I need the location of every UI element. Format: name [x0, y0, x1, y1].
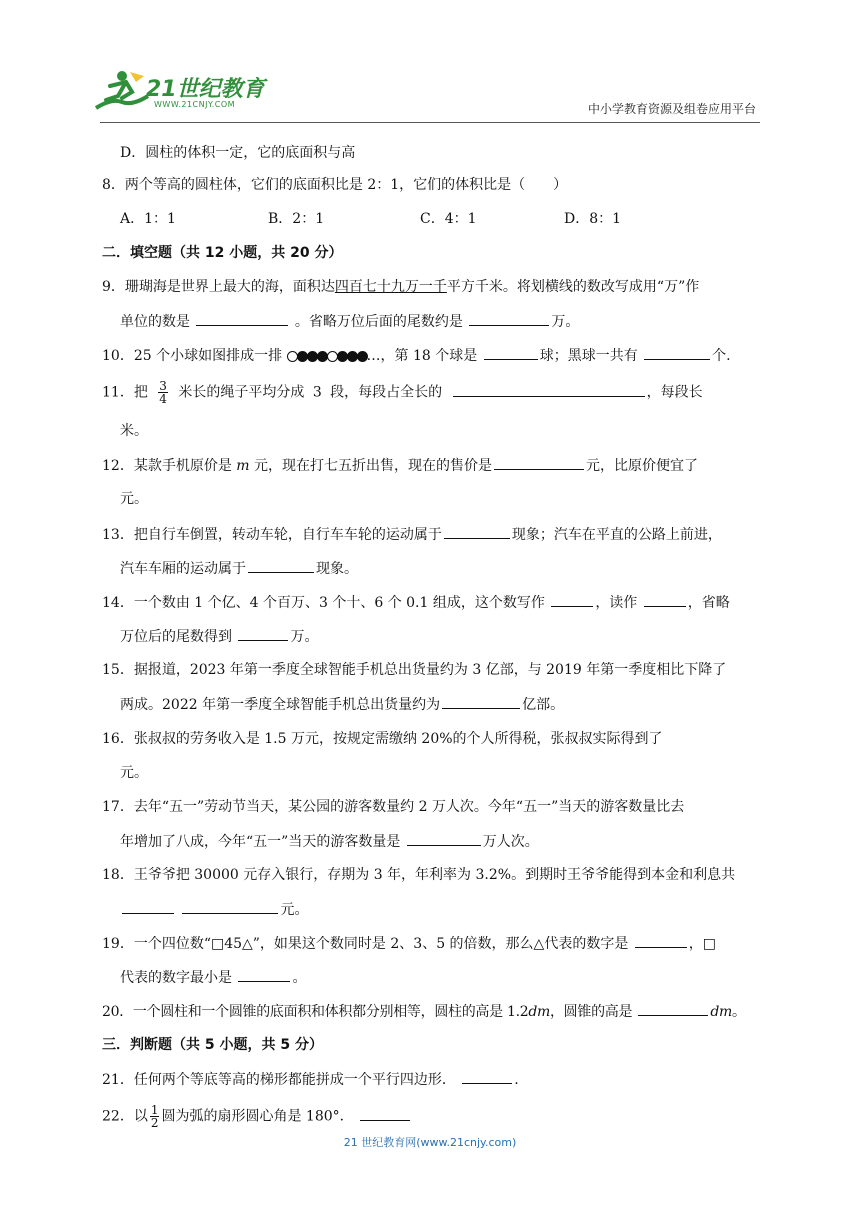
question-20: [102, 1001, 746, 1022]
q9-text-a: 9．珊瑚海是世界上最大的海，面积达: [102, 279, 335, 295]
q21-answer-blank-1[interactable]: [462, 1069, 512, 1084]
logo-subtext: WWW.21CNJY.COM: [154, 100, 236, 109]
question-9-line-1: [102, 277, 699, 297]
question-18-line-2: [120, 899, 308, 920]
q9-text-b: 平方千米。将划横线的数改写成用“万”作: [446, 279, 700, 295]
question-11-line-1: [102, 380, 703, 405]
q20-unit-1: dm: [528, 1004, 550, 1020]
platform-name: 中小学教育资源及组卷应用平台: [587, 102, 756, 116]
q9-text-d: 。省略万位后面的尾数约是: [294, 314, 463, 330]
q14-answer-blank-3[interactable]: [238, 626, 288, 641]
q14-text-a: 14．一个数由 1 个亿、4 个百万、3 个十、6 个 0.1 组成，这个数写作: [102, 595, 545, 611]
page-header: [0, 0, 860, 130]
q20-unit-2: dm: [710, 1004, 732, 1020]
q13-text-b: 现象；汽车在平直的公路上前进，: [511, 527, 722, 543]
q22-text-b: 圆为弧的扇形圆心角是 180°．: [161, 1108, 354, 1125]
q17-text-b: 年增加了八成，今年“五一”当天的游客数量是: [120, 834, 401, 850]
q9-text-e: 万。: [551, 314, 580, 330]
q14-text-e: 万。: [290, 629, 319, 645]
page-footer: 21 世纪教育网(www.21cnjy.com): [343, 1136, 517, 1149]
black-ball-icon: [347, 351, 358, 362]
q9-text-c: 单位的数是: [120, 314, 190, 330]
question-22: [102, 1104, 412, 1129]
q14-text-d: 万位后的尾数得到: [120, 629, 232, 645]
q19-text-a: 19．一个四位数“□45△”，如果这个数同时是 2、3、5 的倍数，那么△代表的数字是: [102, 936, 629, 952]
question-8-stem: 8．两个等高的圆柱体，它们的底面积比是 2：1，它们的体积比是（ ）: [102, 177, 568, 193]
section-3-title: 三．判断题（共 5 小题，共 5 分）: [102, 1037, 323, 1053]
question-19-line-1: [102, 933, 716, 954]
q20-text-a: 20．一个圆柱和一个圆锥的底面积和体积都分别相等，圆柱的高是 1.2: [102, 1004, 529, 1020]
q12-text-a: 12．某款手机原价是: [102, 458, 232, 474]
q14-text-c: ，省略: [687, 595, 730, 611]
white-ball-icon: [287, 351, 298, 362]
question-16-line-1: 16．张叔叔的劳务收入是 1.5 万元，按规定需缴纳 20%的个人所得税，张叔叔实际得到了: [102, 731, 663, 747]
ball-sequence-figure: [287, 346, 367, 366]
question-13-line-1: [102, 524, 722, 545]
q11-answer-blank-1[interactable]: [453, 382, 645, 397]
q15-text-b: 两成。2022 年第一季度全球智能手机总出货量约为: [120, 697, 441, 713]
fraction-one-half: $\frac{1}{2}$: [150, 1103, 159, 1130]
q22-answer-blank-1[interactable]: [360, 1106, 410, 1121]
q19-answer-blank-2[interactable]: [238, 967, 290, 982]
question-8-option-a: A．1：1: [120, 211, 176, 227]
q15-answer-blank-1[interactable]: [442, 694, 520, 709]
question-16-line-2: 元。: [120, 765, 148, 781]
question-14-line-2: [120, 626, 318, 647]
question-10: [102, 345, 731, 366]
question-21: [102, 1069, 519, 1090]
q17-text-c: 万人次。: [482, 834, 539, 850]
q15-text-c: 亿部。: [522, 697, 565, 713]
question-15-line-1: 15．据报道，2023 年第一季度全球智能手机总出货量约为 3 亿部，与 2019 年第一季度相比下降了: [102, 662, 727, 678]
q11-text-b: 米长的绳子平均分成 3 段，每段占全长的: [178, 384, 443, 401]
q9-answer-blank-2[interactable]: [469, 311, 549, 326]
question-8-option-b: B．2：1: [268, 211, 325, 227]
q13-text-c: 汽车车厢的运动属于: [120, 561, 246, 577]
logo: [92, 66, 272, 116]
q21-text-a: 21．任何两个等底等高的梯形都能拼成一个平行四边形．: [102, 1072, 456, 1088]
runner-logo-icon: [92, 68, 152, 114]
q13-answer-blank-2[interactable]: [248, 558, 314, 573]
q21-text-b: .: [514, 1072, 519, 1088]
q20-answer-blank-1[interactable]: [638, 1001, 708, 1016]
q14-text-b: ，读作: [595, 595, 638, 611]
q14-answer-blank-1[interactable]: [551, 592, 593, 607]
q14-answer-blank-2[interactable]: [644, 592, 686, 607]
q10-answer-blank-1[interactable]: [484, 345, 538, 360]
q10-ellipsis: …: [366, 348, 381, 364]
q12-text-b: 元，现在打七五折出售，现在的售价是: [254, 458, 493, 474]
q20-text-b: ，圆锥的高是: [549, 1004, 633, 1020]
question-9-line-2: [120, 311, 579, 332]
q19-text-d: 。: [292, 970, 307, 986]
q13-text-d: 现象。: [316, 561, 358, 577]
question-19-line-2: [120, 967, 306, 988]
question-8-option-c: C．4：1: [420, 211, 477, 227]
question-12-line-1: [102, 455, 698, 476]
q10-text-d: 个.: [712, 348, 731, 364]
question-14-line-1: [102, 592, 730, 613]
q18-answer-blank-1[interactable]: [122, 899, 174, 914]
question-17-line-1: 17．去年“五一”劳动节当天，某公园的游客数量约 2 万人次。今年“五一”当天的游客数量比去: [102, 799, 685, 815]
q18-text-b: 元。: [280, 902, 309, 918]
q10-answer-blank-2[interactable]: [644, 345, 710, 360]
q10-text-c: 球；黑球一共有: [539, 348, 638, 364]
q9-answer-blank-1[interactable]: [196, 311, 288, 326]
question-11-line-2: 米。: [120, 423, 148, 439]
black-ball-icon: [307, 351, 318, 362]
q17-answer-blank-1[interactable]: [407, 831, 481, 846]
question-12-line-2: 元。: [120, 491, 148, 507]
q19-answer-blank-1[interactable]: [635, 933, 687, 948]
question-15-line-2: [120, 694, 564, 715]
q22-text-a: 22．以: [102, 1108, 148, 1125]
q11-text-a: 11．把: [102, 384, 148, 401]
q18-answer-blank-2[interactable]: [182, 899, 278, 914]
black-ball-icon: [337, 351, 348, 362]
q10-text-a: 10．25 个小球如图排成一排: [102, 348, 283, 364]
fraction-three-quarters: $\frac{3}{4}$: [159, 379, 167, 406]
question-8-option-d: D．8：1: [564, 211, 622, 227]
q19-text-b: ，□: [688, 936, 717, 952]
section-2-title: 二．填空题（共 12 小题，共 20 分）: [102, 245, 343, 261]
question-7-option-d: D．圆柱的体积一定，它的底面积与高: [120, 145, 356, 161]
q12-variable-m: m: [236, 458, 250, 474]
q9-underlined-number: 四百七十九万一千: [334, 279, 447, 295]
q11-text-c: ，每段长: [646, 384, 703, 401]
q13-text-a: 13．把自行车倒置，转动车轮，自行车车轮的运动属于: [102, 527, 442, 543]
question-13-line-2: [120, 558, 358, 579]
black-ball-icon: [317, 351, 328, 362]
black-ball-icon: [297, 351, 308, 362]
white-ball-icon: [327, 351, 338, 362]
q10-text-b: ，第 18 个球是: [380, 348, 478, 364]
header-divider: [100, 122, 760, 123]
q19-text-c: 代表的数字最小是: [120, 970, 232, 986]
q12-text-c: 元，比原价便宜了: [586, 458, 699, 474]
logo-text: 21世纪教育: [146, 77, 265, 102]
q13-answer-blank-1[interactable]: [444, 524, 510, 539]
question-18-line-1: 18．王爷爷把 30000 元存入银行，存期为 3 年，年利率为 3.2%。到期时王爷爷能得到本金和利息共: [102, 867, 736, 883]
q20-text-c: 。: [731, 1004, 746, 1020]
question-17-line-2: [120, 831, 539, 852]
q12-answer-blank-1[interactable]: [494, 455, 584, 470]
